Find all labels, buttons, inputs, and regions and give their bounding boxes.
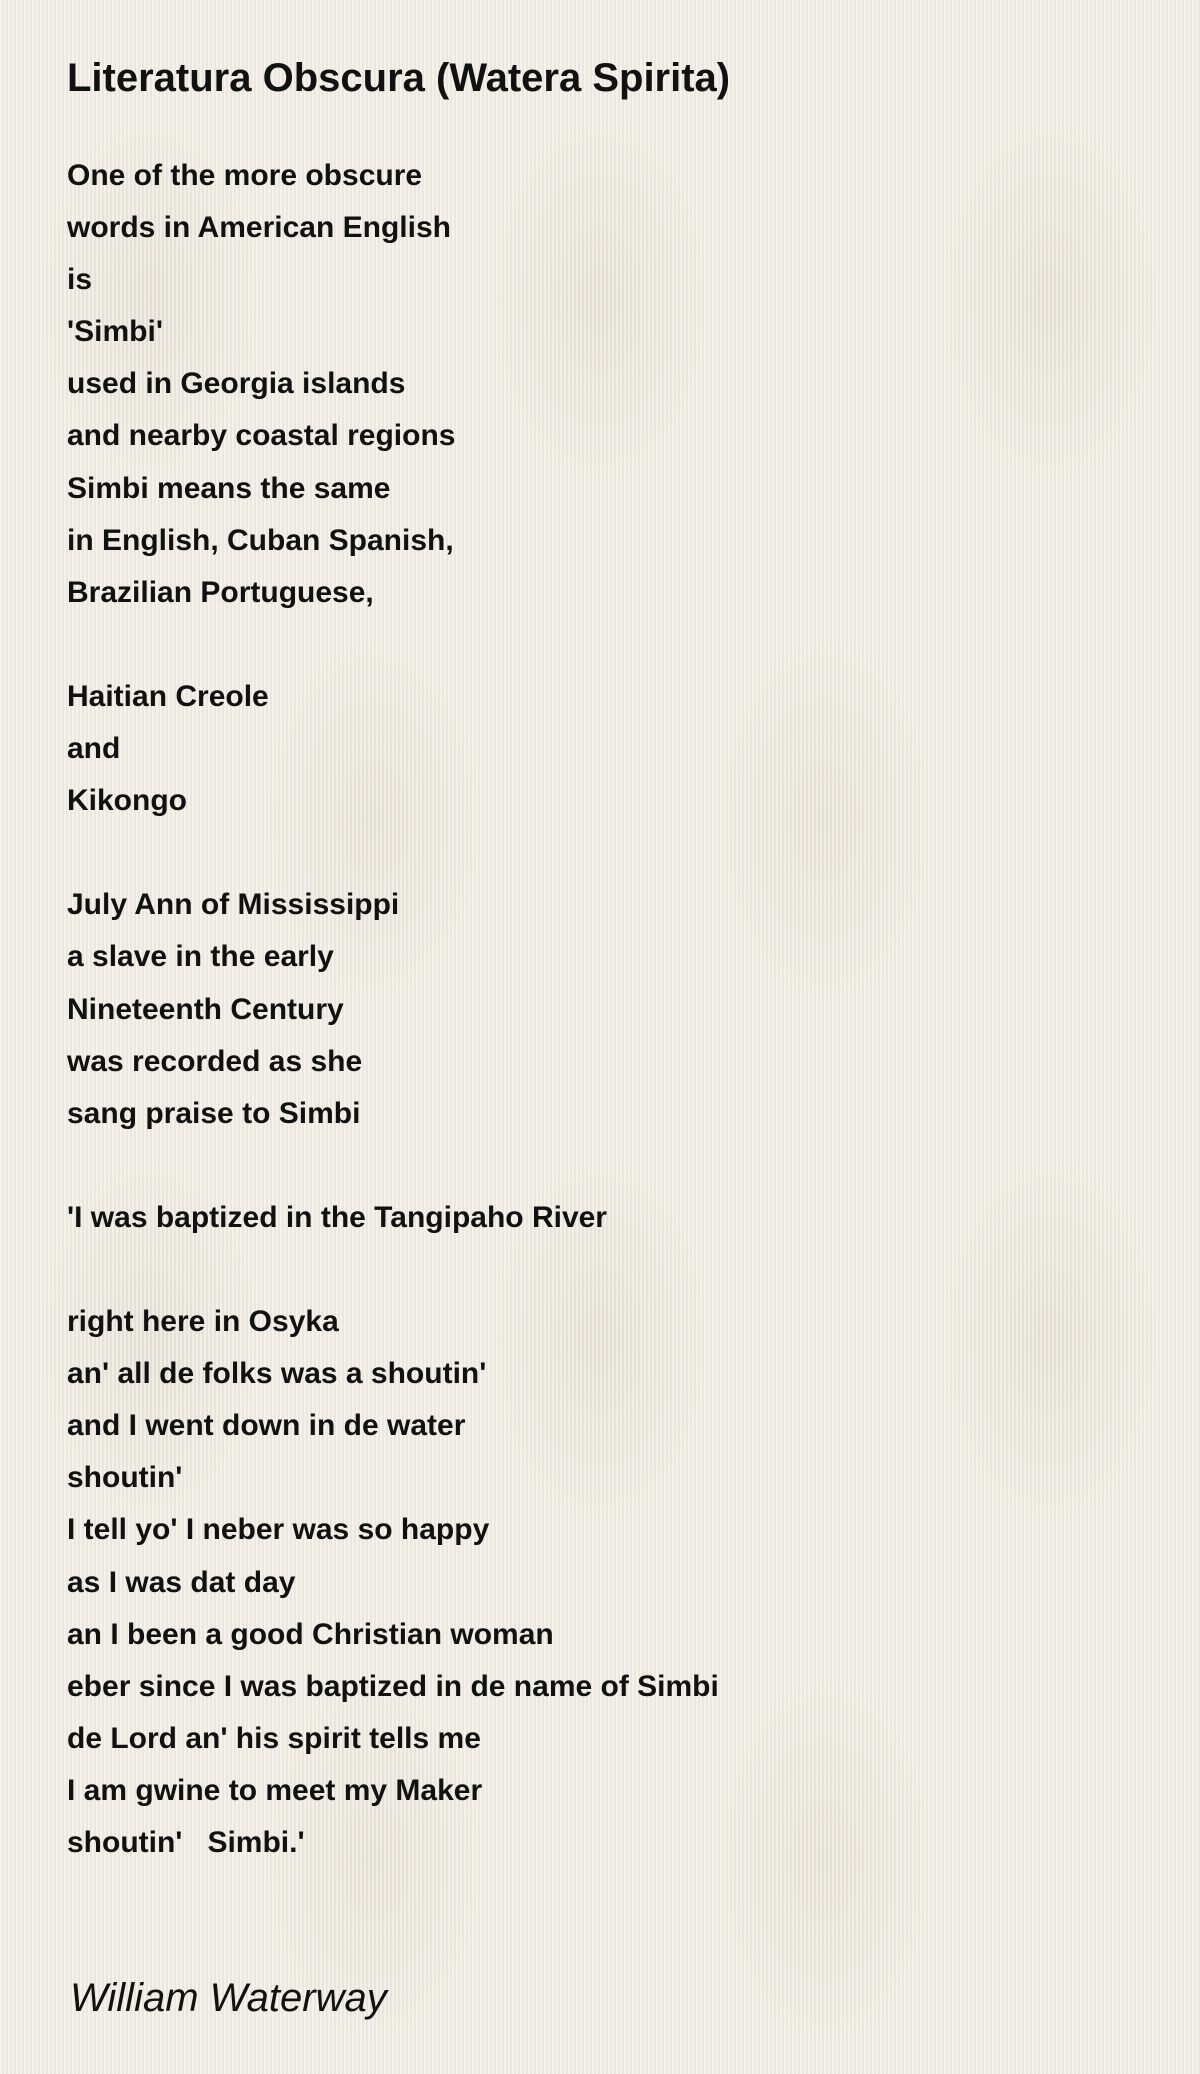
poem-line: Brazilian Portuguese,: [67, 575, 374, 609]
poem-line: I tell yo' I neber was so happy: [67, 1513, 490, 1547]
poem-line: right here in Osyka: [67, 1305, 339, 1339]
poem-line: and nearby coastal regions: [67, 419, 456, 453]
poem-line: is: [67, 263, 93, 297]
poem-line: an' all de folks was a shoutin': [67, 1357, 487, 1391]
poem-line: sang praise to Simbi: [67, 1096, 361, 1130]
poem-line: and: [67, 732, 121, 766]
poem-line: in English, Cuban Spanish,: [67, 523, 454, 557]
poem-line: 'I was baptized in the Tangipaho River: [67, 1200, 607, 1234]
poem-line: de Lord an' his spirit tells me: [67, 1721, 481, 1755]
stanza-break: [67, 1244, 1147, 1296]
poem-line: July Ann of Mississippi: [67, 888, 400, 922]
poem-line: words in American English: [67, 211, 451, 245]
poem-line: used in Georgia islands: [67, 367, 406, 401]
stanza-break: [67, 1140, 1147, 1192]
poem-line: 'Simbi': [67, 315, 163, 349]
poem-line: Kikongo: [67, 784, 187, 818]
poem-line: shoutin' Simbi.': [67, 1826, 305, 1859]
poem-line: a slave in the early: [67, 940, 334, 974]
poem-line: Simbi means the same: [67, 471, 391, 505]
poem-line: One of the more obscure: [67, 159, 423, 192]
poem-author: William Waterway: [70, 1976, 387, 2020]
stanza-break: [67, 827, 1147, 879]
stanza-break: [67, 619, 1147, 671]
poem-line: eber since I was baptized in de name of Simbi: [67, 1669, 719, 1703]
poem-line: I am gwine to meet my Maker: [67, 1773, 483, 1807]
poem-line: and I went down in de water: [67, 1409, 466, 1443]
poem-line: an I been a good Christian woman: [67, 1617, 554, 1651]
poem-line: shoutin': [67, 1461, 183, 1495]
poem-line: as I was dat day: [67, 1565, 296, 1599]
poem-line: Nineteenth Century: [67, 992, 344, 1026]
poem-line: was recorded as she: [67, 1044, 363, 1078]
poem-line: Haitian Creole: [67, 679, 269, 713]
poem-title: Literatura Obscura (Watera Spirita): [67, 56, 731, 100]
poem-body: [67, 150, 1147, 1869]
